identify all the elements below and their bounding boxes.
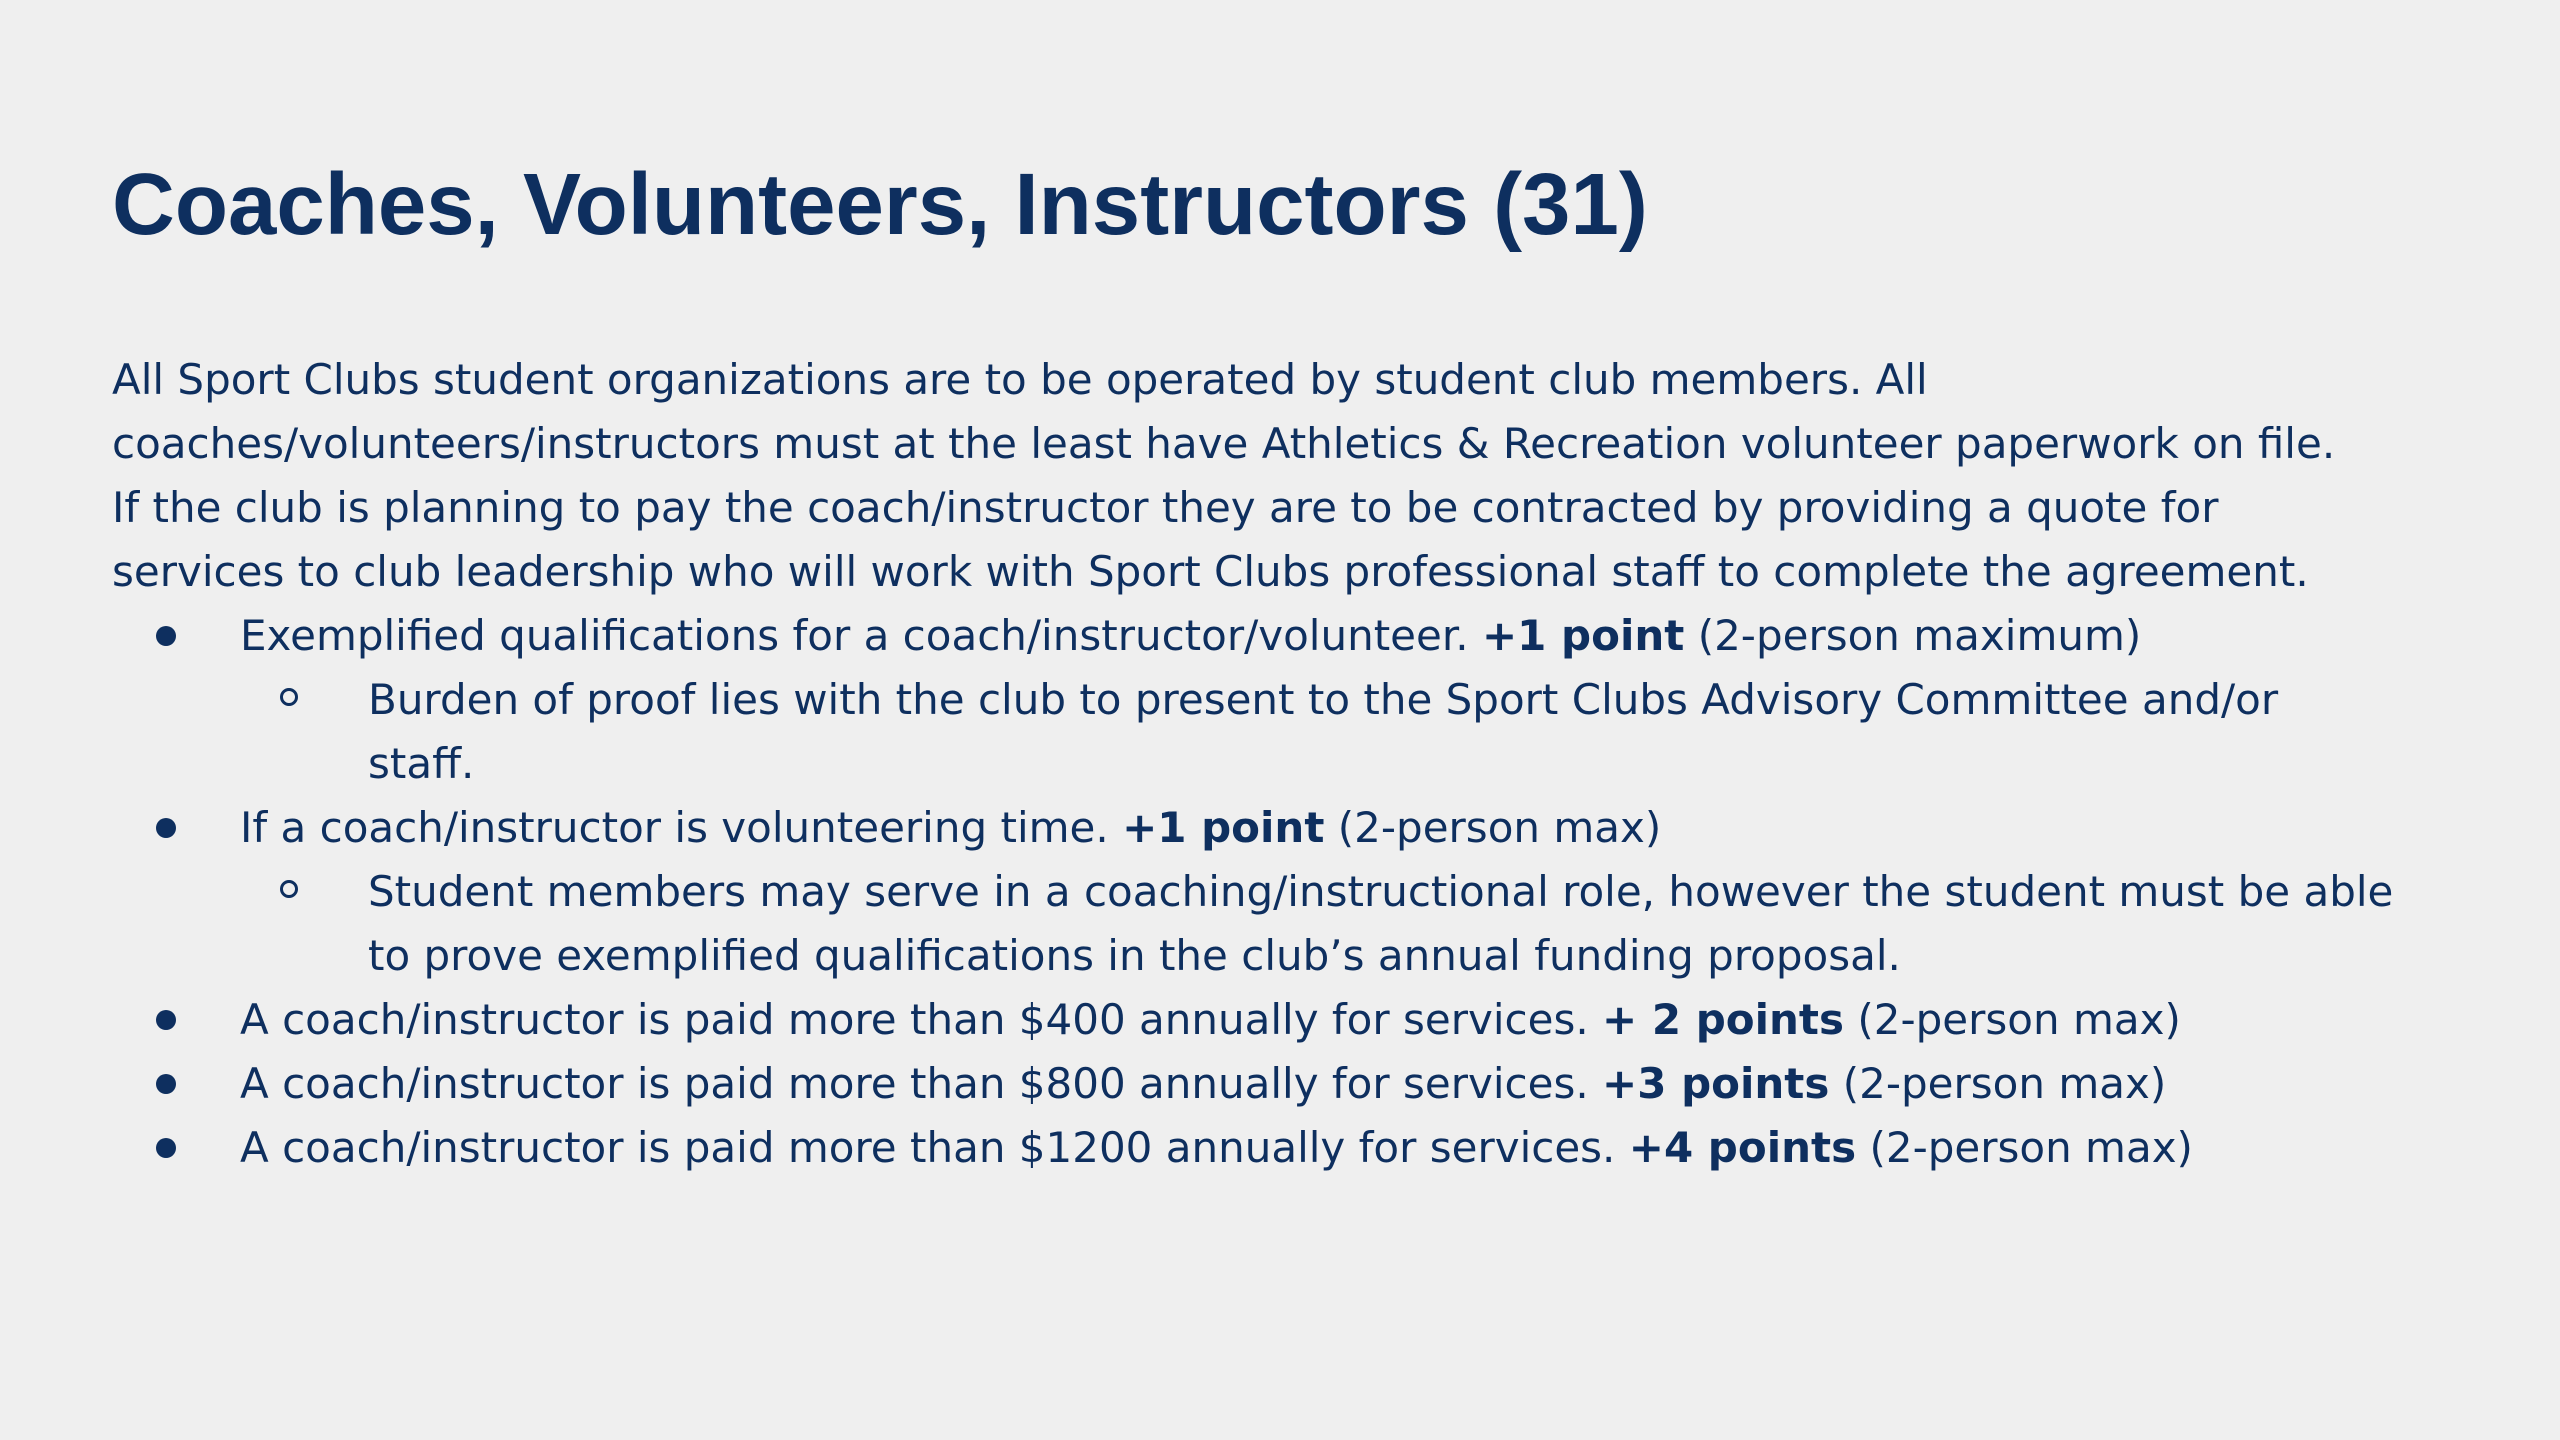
bullet-note: (2-person max) bbox=[1842, 1059, 2167, 1108]
bullet-item-volunteering bbox=[112, 796, 2482, 988]
bullet-note: (2-person max) bbox=[1857, 995, 2181, 1044]
bullet-text bbox=[240, 803, 1661, 852]
bullet-item-paid-1200 bbox=[112, 1116, 2482, 1180]
bullet-item-paid-800 bbox=[112, 1052, 2482, 1116]
bullet-note: (2-person maximum) bbox=[1697, 611, 2142, 660]
bullet-text bbox=[240, 1059, 2166, 1108]
bullet-description: If a coach/instructor is volunteering time. bbox=[240, 803, 1109, 852]
bullet-note: (2-person max) bbox=[1869, 1123, 2193, 1172]
filled-circle-bullet-icon bbox=[156, 1010, 176, 1030]
bullet-text bbox=[240, 1123, 2193, 1172]
sub-bullet-line: Burden of proof lies with the club to present to the Sport Clubs Advisory Committee and/or bbox=[368, 675, 2279, 724]
sub-bullet-item-burden-of-proof bbox=[112, 668, 2482, 796]
filled-circle-bullet-icon bbox=[156, 1074, 176, 1094]
bullet-list bbox=[112, 604, 2482, 1180]
slide-body bbox=[112, 348, 2482, 1180]
intro-line: All Sport Clubs student organizations are to be operated by student club members. All bbox=[112, 355, 1928, 404]
bullet-description: A coach/instructor is paid more than $1200 annually for services. bbox=[240, 1123, 1616, 1172]
intro-line: services to club leadership who will work with Sport Clubs professional staff to complete the agreement. bbox=[112, 547, 2309, 596]
intro-line: If the club is planning to pay the coach/instructor they are to be contracted by providing a quote for bbox=[112, 483, 2219, 532]
filled-circle-bullet-icon bbox=[156, 818, 176, 838]
intro-line: coaches/volunteers/instructors must at the least have Athletics & Recreation volunteer paperwork on file. bbox=[112, 419, 2336, 468]
bullet-points: +1 point bbox=[1122, 803, 1325, 852]
sub-bullet-item-student-coaches bbox=[112, 860, 2482, 988]
bullet-item-paid-400 bbox=[112, 988, 2482, 1052]
sub-bullet-list bbox=[240, 668, 2482, 796]
sub-bullet-list bbox=[240, 860, 2482, 988]
bullet-note: (2-person max) bbox=[1337, 803, 1662, 852]
sub-bullet-line: staff. bbox=[368, 739, 475, 788]
sub-bullet-line: to prove exemplified qualifications in the club’s annual funding proposal. bbox=[368, 931, 1901, 980]
hollow-circle-bullet-icon bbox=[280, 880, 298, 898]
bullet-text bbox=[240, 611, 2141, 660]
bullet-description: A coach/instructor is paid more than $400 annually for services. bbox=[240, 995, 1589, 1044]
bullet-text bbox=[240, 995, 2181, 1044]
filled-circle-bullet-icon bbox=[156, 626, 176, 646]
hollow-circle-bullet-icon bbox=[280, 688, 298, 706]
slide-title: Coaches, Volunteers, Instructors (31) bbox=[112, 156, 1648, 253]
bullet-item-qualifications bbox=[112, 604, 2482, 796]
bullet-description: Exemplified qualifications for a coach/instructor/volunteer. bbox=[240, 611, 1469, 660]
filled-circle-bullet-icon bbox=[156, 1138, 176, 1158]
bullet-description: A coach/instructor is paid more than $800 annually for services. bbox=[240, 1059, 1589, 1108]
bullet-points: +4 points bbox=[1628, 1123, 1857, 1172]
bullet-points: + 2 points bbox=[1602, 995, 1844, 1044]
sub-bullet-line: Student members may serve in a coaching/instructional role, however the student must be able bbox=[368, 867, 2394, 916]
bullet-points: +1 point bbox=[1481, 611, 1685, 660]
bullet-points: +3 points bbox=[1602, 1059, 1830, 1108]
intro-paragraph bbox=[112, 348, 2482, 604]
